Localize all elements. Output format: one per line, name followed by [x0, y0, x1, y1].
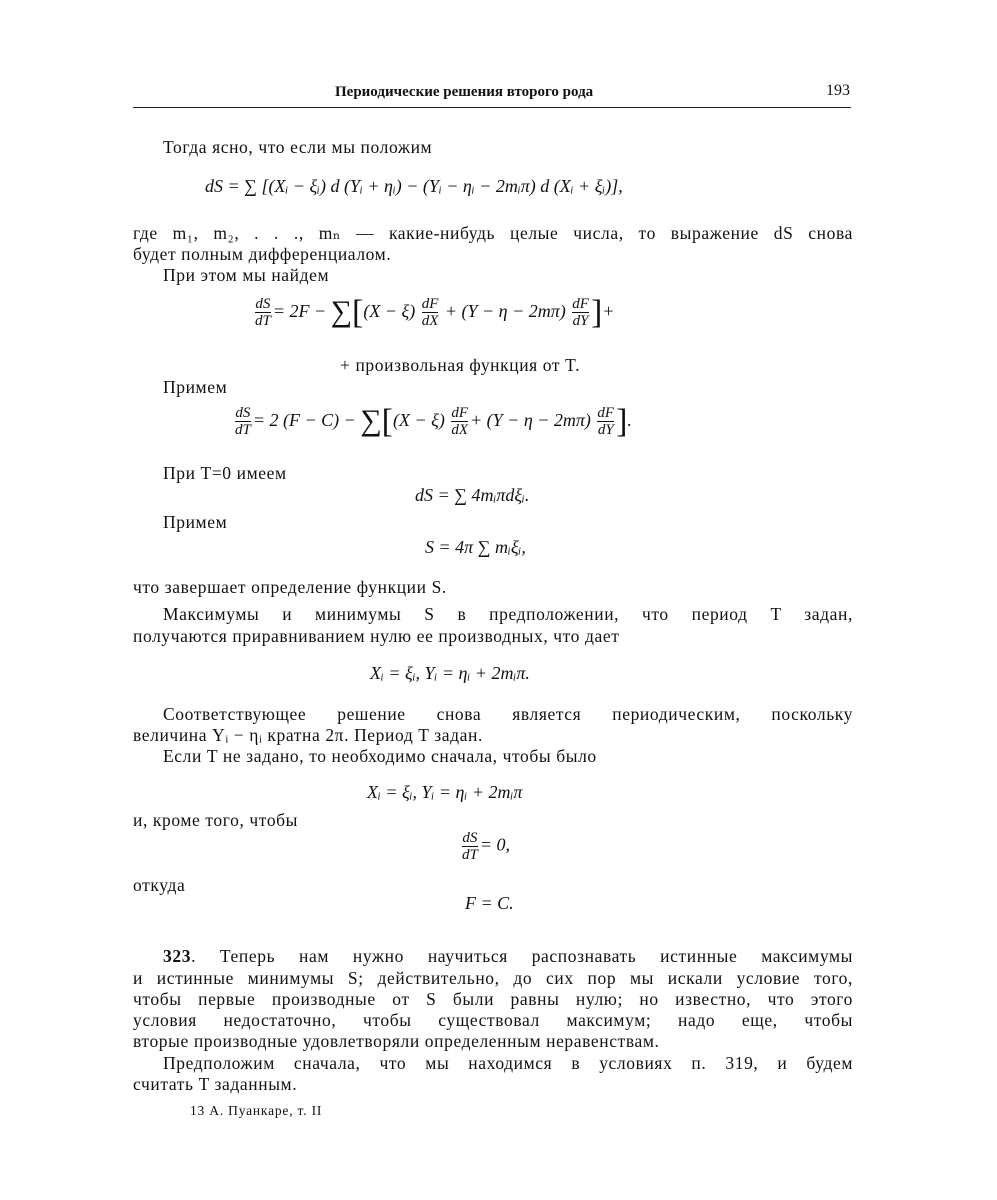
paragraph: Примем [163, 377, 228, 397]
paragraph: и, кроме того, чтобы [133, 810, 299, 830]
paragraph: и истинные минимумы S; действительно, до сих пор мы искали условие того, [133, 968, 853, 988]
page-number: 193 [826, 82, 850, 99]
paragraph: При этом мы найдем [163, 265, 330, 285]
paragraph: условия недостаточно, чтобы существовал максимум; надо еще, чтобы [133, 1010, 853, 1030]
paragraph: чтобы первые производные от S были равны нулю; но известно, что этого [133, 989, 853, 1009]
paragraph: считать T заданным. [133, 1074, 298, 1094]
paragraph: Если T не задано, то необходимо сначала, чтобы было [163, 746, 597, 766]
equation: Xᵢ = ξᵢ, Yᵢ = ηᵢ + 2mᵢπ [367, 782, 523, 802]
paragraph: Тогда ясно, что если мы положим [163, 137, 433, 157]
equation: S = 4π ∑ mᵢξᵢ, [425, 537, 526, 557]
paragraph: При T=0 имеем [163, 463, 287, 483]
equation: $\frac{dS}{dT}$ = 0, [462, 830, 510, 863]
equation: $\frac{dS}{dT}$ = 2F − ∑[(X − ξ) $\frac{dF}{dX}$ + (Y − η − 2mπ) $\frac{dF}{dY}$ ]+ [255, 294, 615, 331]
paragraph: вторые производные удовлетворяли определенным неравенствам. [133, 1031, 660, 1051]
running-title: Периодические решения второго рода [335, 84, 594, 100]
paragraph: будет полным дифференциалом. [133, 244, 392, 264]
paragraph: что завершает определение функции S. [133, 577, 447, 597]
equation: dS = ∑ 4mᵢπdξᵢ. [415, 485, 530, 505]
paragraph: Примем [163, 512, 228, 532]
equation: F = C. [465, 893, 514, 913]
fraction: $\frac{dS}{dT}$ [255, 296, 271, 330]
equation: Xᵢ = ξᵢ, Yᵢ = ηᵢ + 2mᵢπ. [370, 663, 530, 683]
sum-sign: ∑ [330, 295, 353, 328]
section-number: 323 [163, 946, 192, 966]
paragraph: где m₁, m₂, . . ., mₙ — какие-нибудь целые числа, то выражение dS снова [133, 223, 853, 243]
section-paragraph: 323. Теперь нам нужно научиться распознавать истинные максимумы [163, 946, 853, 966]
footer-signature: 13 А. Пуанкаре, т. II [190, 1103, 323, 1118]
paragraph: Соответствующее решение снова является периодическим, поскольку [163, 704, 853, 724]
paragraph: величина Yᵢ − ηᵢ кратна 2π. Период T задан. [133, 725, 483, 745]
equation-continuation: + произвольная функция от T. [340, 355, 581, 375]
equation: dS = ∑ [(Xᵢ − ξᵢ) d (Yᵢ + ηᵢ) − (Yᵢ − ηᵢ − 2mᵢπ) d (Xᵢ + ξᵢ)], [205, 176, 623, 196]
paragraph: Максимумы и минимумы S в предположении, что период T задан, [163, 604, 853, 624]
header-rule [133, 107, 851, 108]
paragraph: Предположим сначала, что мы находимся в условиях п. 319, и будем [163, 1053, 853, 1073]
equation: $\frac{dS}{dT}$ = 2 (F − C) − ∑[(X − ξ) $\frac{dF}{dX}$ + (Y − η − 2mπ) $\frac{dF}{dY}$ ]. [235, 403, 632, 440]
paragraph: откуда [133, 875, 186, 895]
paragraph: получаются приравниванием нулю ее производных, что дает [133, 626, 620, 646]
